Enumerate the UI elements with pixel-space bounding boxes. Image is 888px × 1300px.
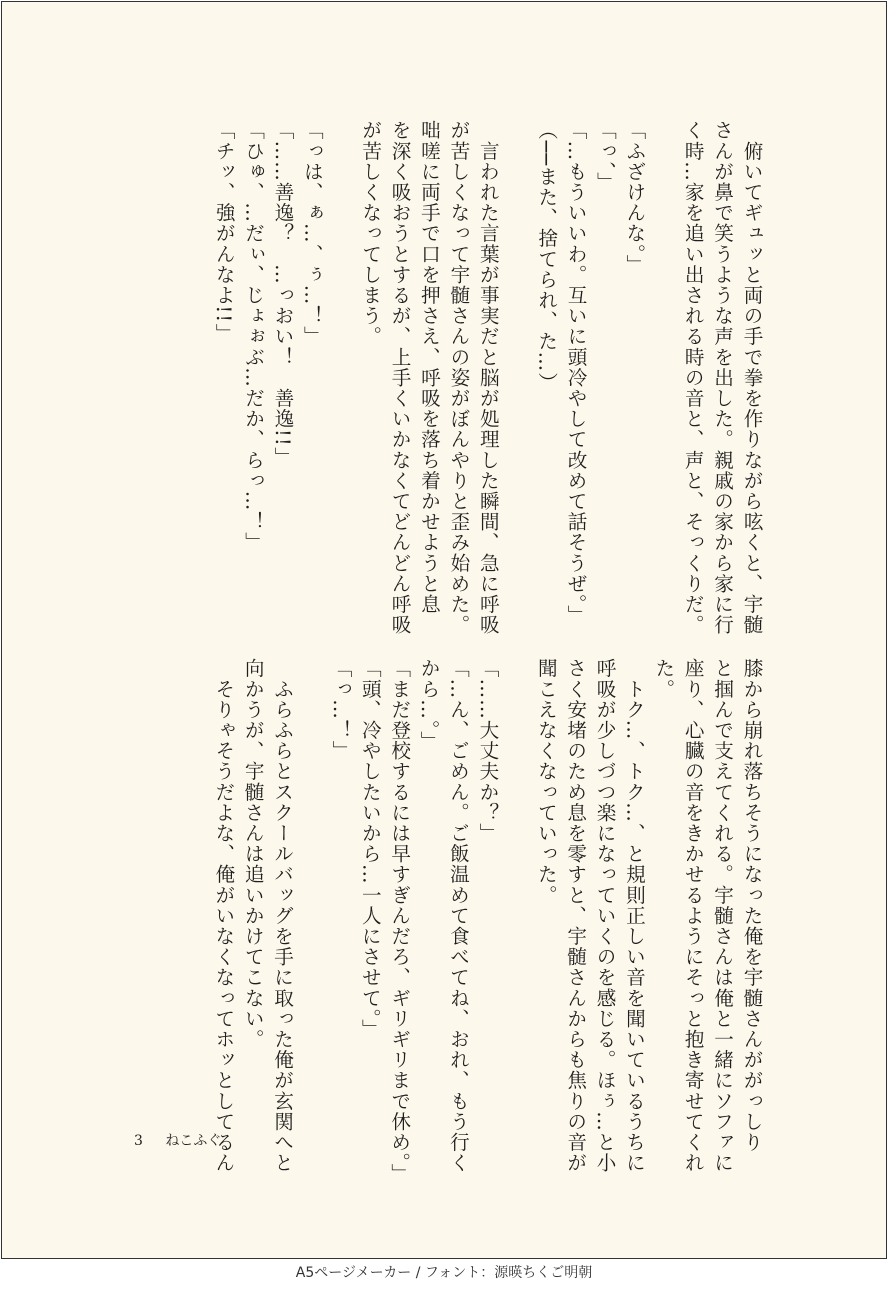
text-line: 言われた言葉が事実だと脳が処理した瞬間、急に呼吸 [476,120,500,635]
blank-line [502,658,531,1138]
text-line: 呼吸が少しづつ楽になっていくのを感じる。ほぅ…と小 [593,658,617,1173]
text-line: さんが鼻で笑うような声を出した。親戚の家から家に行 [710,120,734,635]
text-line: た。 [651,658,675,700]
text-line: 向かうが、宇髄さんは追いかけてこない。 [241,658,265,1050]
blank-line [326,120,355,600]
text-line: ふらふらとスクールバッグを手に取った俺が玄関へと [270,658,294,1173]
generator-credit: A5ページメーカー / フォント：源暎ちくご明朝 [295,1265,593,1281]
text-line: が苦しくなって宇髄さんの姿がぼんやりと歪み始めた。 [446,120,470,635]
text-line: 「ふざけんな。」 [622,120,646,275]
text-line: を深く吸おうとするが、上手くいかなくてどんどん呼吸 [388,120,412,635]
text-line: 「……大丈夫か？」 [475,658,499,844]
blank-line [502,120,531,600]
text-line: 聞こえなくなっていった。 [534,658,558,906]
blank-line [297,658,326,1138]
page-footer-number [134,1130,221,1150]
text-line: 「…もういいわ。互いに頭冷やして改めて話そうぜ。」 [564,120,588,626]
author-name: ねこふぐ [165,1133,222,1149]
text-line: が苦しくなってしまう。 [358,120,382,347]
text-line: 「…ん、ごめん。ご飯温めて食べてね、おれ、もう行く [446,658,470,1173]
text-line: 俯いてギュッと両の手で拳を作りながら呟くと、宇髄 [740,120,763,635]
text-line: 「ひゅ、…だぃ、じょぉぶ…だか、らっ…！」 [241,120,265,553]
text-block-top [209,120,766,635]
text-line: さく安堵のため息を零すと、宇髄さんからも焦りの音が [563,658,587,1173]
text-line: 咄嗟に両手で口を押さえ、呼吸を落ち着かせようと息 [417,120,441,615]
text-line: （──また、捨てられ、た…） [534,120,558,393]
text-line: 膝から崩れ落ちそうになった俺を宇髄さんががっしり [740,658,763,1153]
text-line: 座り、心臓の音をきかせるようにそっと抱き寄せてくれ [681,658,705,1173]
text-line: そりゃそうだよな、俺がいなくなってホッとしてるん [211,658,235,1173]
book-page [1,1,887,1259]
text-line: 「っ…！」 [328,658,352,761]
text-line: 「っ、」 [593,120,617,193]
text-line: 「チッ、強がんなよ!!」 [212,120,236,344]
text-line: と掴んで支えてくれる。宇髄さんは俺と一緒にソファに [710,658,734,1173]
text-line: 「頭、冷やしたいから…一人にさせて。」 [358,658,382,1040]
page-number: 3 [134,1133,143,1149]
text-line: トク…、トク…、と規則正しい音を聞いているうちに [622,658,646,1173]
text-line: 「まだ登校するには早すぎんだろ、ギリギリまで休め。」 [387,658,411,1184]
text-block-bottom [208,658,766,1184]
blank-line [649,120,678,600]
text-line: 「……善逸？ …っおい！ 善逸!!」 [270,120,294,468]
text-line: 「っは、ぁ…、ぅ…！」 [300,120,324,347]
text-line: く時…家を追い出される時の音と、声と、そっくりだ。 [681,120,705,635]
text-line: から…。」 [417,658,441,752]
